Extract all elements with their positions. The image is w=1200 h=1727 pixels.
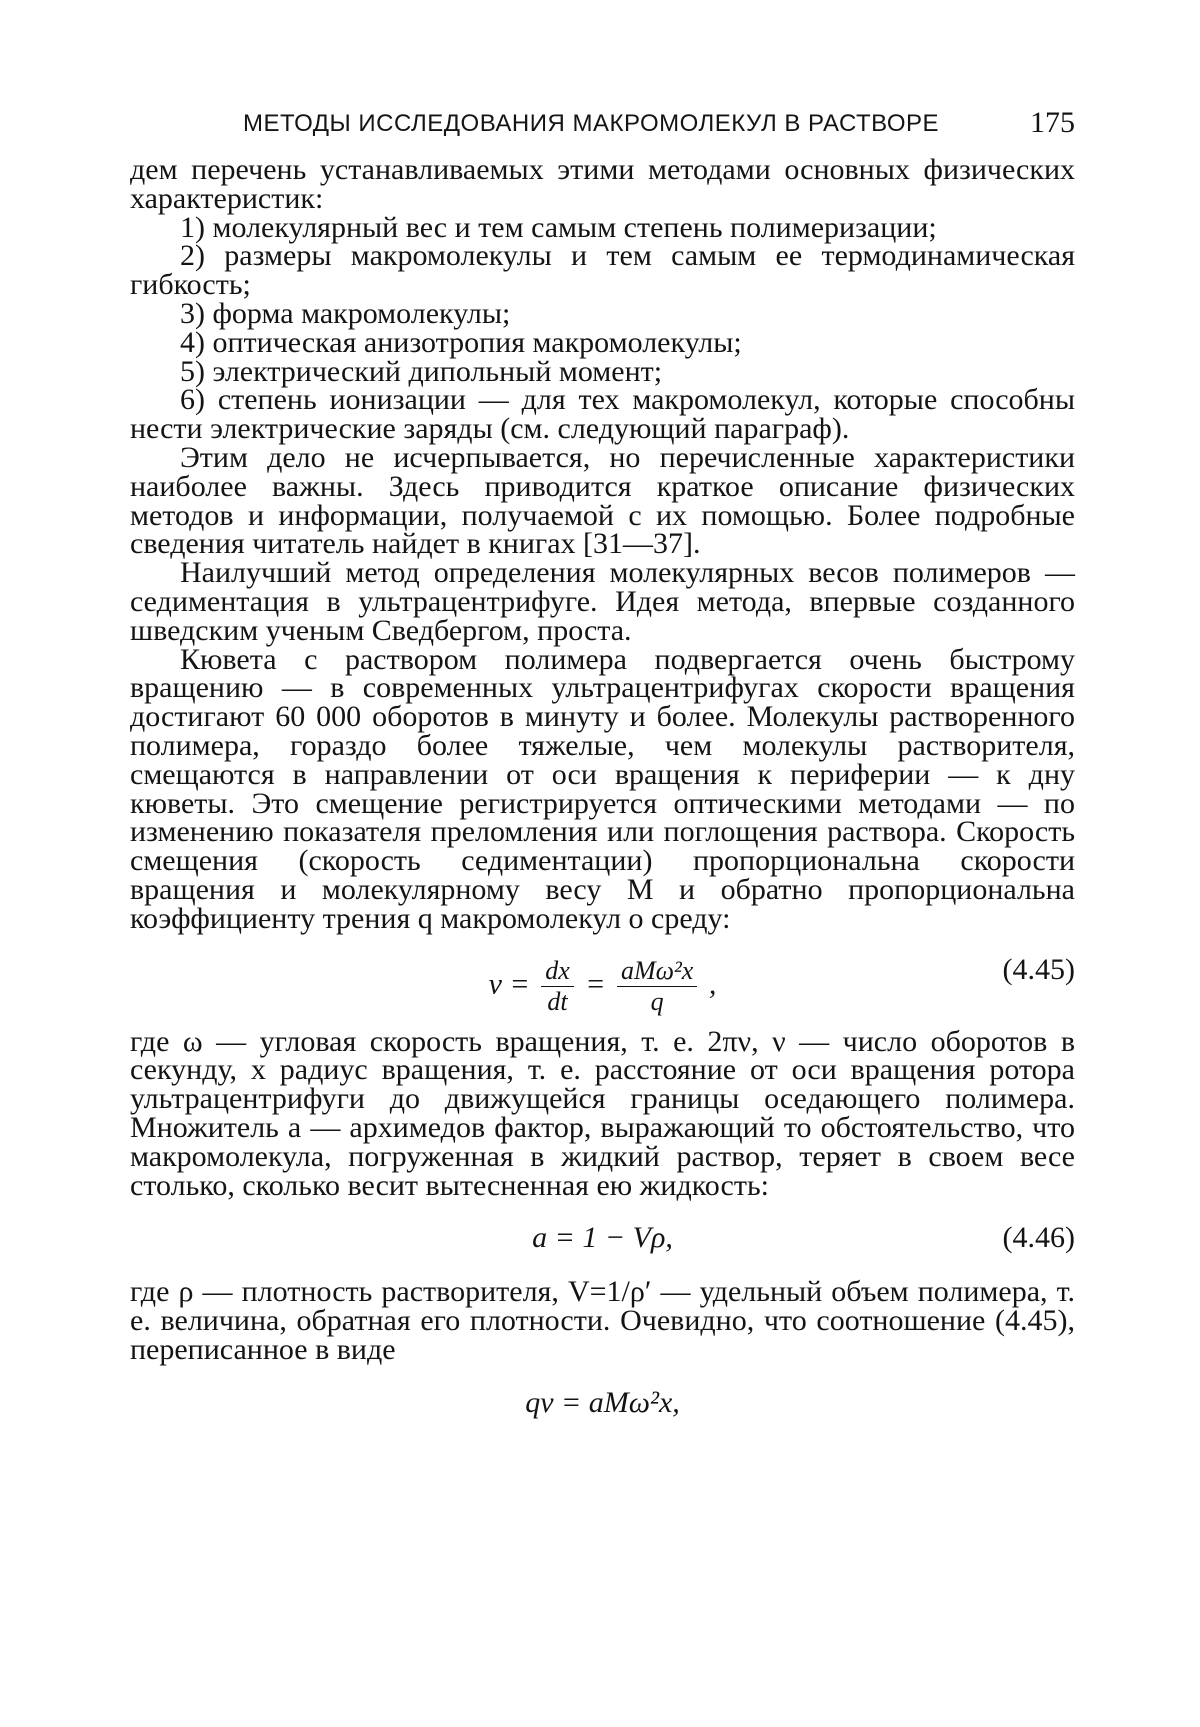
paragraph-where-rho: где ρ — плотность растворителя, V=1/ρ′ — удельный объем полимера, т. е. величина, обратная его плотности. Очевидно, что соотношение (4.45), переписанное в виде [130,1275,1075,1366]
equation-4-46-number: (4.46) [1002,1221,1075,1255]
eq445-frac2-denominator: q [650,986,664,1016]
equation-4-45-number: (4.45) [1002,952,1075,986]
eq445-frac1-numerator: dx [541,956,574,987]
equation-final [130,1375,1075,1427]
equation-4-46 [130,1210,1075,1262]
list-item-3: 3) форма макромолекулы; [180,296,511,330]
equation-4-46-expr: a = 1 − Vρ, [532,1221,673,1255]
eq445-frac2-numerator: aMω²x [617,956,697,987]
header-title: МЕТОДЫ ИССЛЕДОВАНИЯ МАКРОМОЛЕКУЛ В РАСТВОРЕ [243,110,940,137]
intro-paragraph: дем перечень устанавливаемых этими методами основных физических характеристик: [130,153,1075,215]
equation-final-expr: qv = aMω²x, [525,1385,680,1419]
page-number: 175 [1030,106,1075,139]
paragraph-next: Этим дело не исчерпывается, но перечисленные характеристики наиболее важны. Здесь приводится краткое описание физических методов и информации, получаемой с их помощью. Более подробные сведения читатель найдет в книгах [31—37]. [130,440,1075,561]
eq445-tail: , [708,966,717,1000]
paragraph-where-omega: где ω — угловая скорость вращения, т. е. 2πν, ν — число оборотов в секунду, x радиус вращения, т. е. расстояние от оси вращения ротора ультрацентрифуги до движущейся границы оседающего полимера. Множитель a — архимедов фактор, выражающий то обстоятельство, что макромолекула, погруженная в жидкий раствор, теряет в своем весе столько, сколько весит вытесненная ею жидкость: [130,1024,1075,1202]
eq445-equals: = [585,966,606,1000]
eq445-fraction-aMw2x-q [617,956,697,1017]
running-header [243,106,1075,150]
paragraph-cuvette: Кювета с раствором полимера подвергается очень быстрому вращению — в современных ультрацентрифугах скорости вращения достигают 60 000 оборотов в минуту и более. Молекулы растворенного полимера, гораздо более тяжелые, чем молекулы растворителя, смещаются в направлении от оси вращения к периферии — к дну кюветы. Это смещение регистрируется оптическими методами — по изменению показателя преломления или поглощения раствора. Скорость смещения (скорость седиментации) пропорциональна скорости вращения и молекулярному весу M и обратно пропорциональна коэффициенту трения q макромолекул о среду: [130,642,1075,935]
eq445-frac1-denominator: dt [547,986,568,1016]
paragraph-best-method: Наилучший метод определения молекулярных весов полимеров — седиментация в ультрацентрифуге. Идея метода, впервые созданного шведским ученым Сведбергом, проста. [130,556,1075,647]
list-item-4: 4) оптическая анизотропия макромолекулы; [180,325,742,359]
page-body [130,153,1075,1443]
equation-4-45-expr [130,952,1075,1017]
eq445-fraction-dx-dt [541,956,574,1017]
list-item-2: 2) размеры макромолекулы и тем самым ее термодинамическая гибкость; [130,239,1075,302]
list-item-5: 5) электрический дипольный момент; [180,354,663,388]
eq445-lhs: v = [488,966,530,1000]
list-item-6: 6) степень ионизации — для тех макромолекул, которые способны нести электрические заряды (см. следующий параграф). [130,383,1075,446]
equation-4-45 [130,942,1075,1016]
list-item-1: 1) молекулярный вес и тем самым степень полимеризации; [180,210,937,244]
